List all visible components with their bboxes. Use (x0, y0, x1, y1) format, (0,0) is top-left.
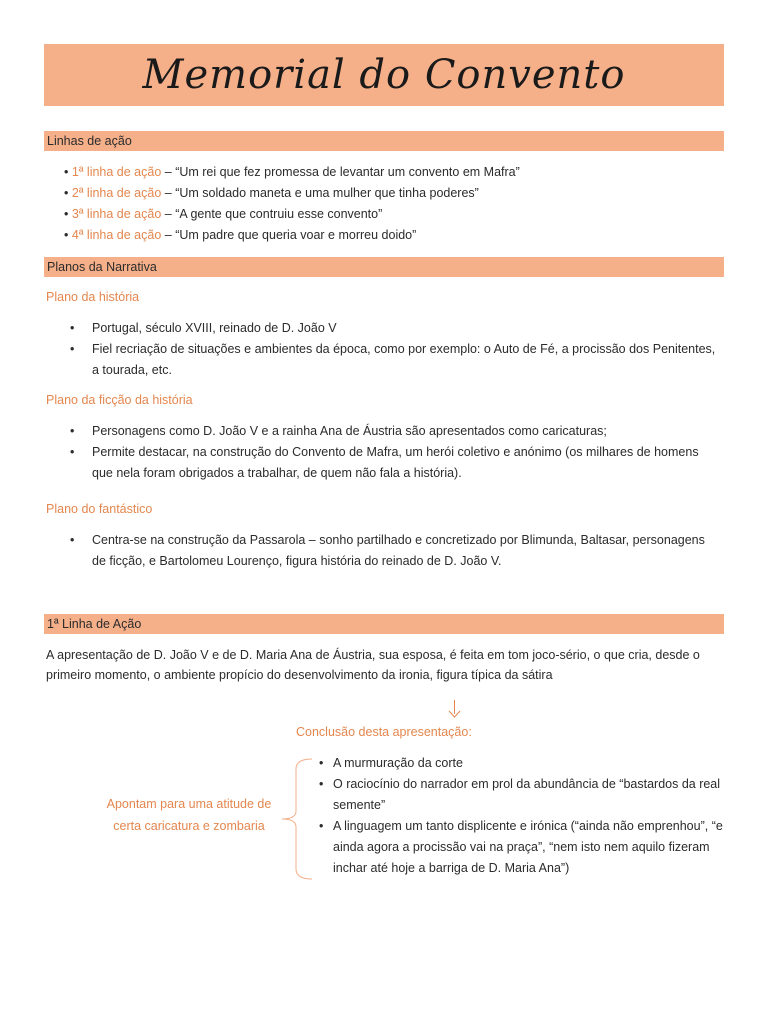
bullet: • (64, 207, 69, 221)
plano-ficcao-title: Plano da ficção da história (46, 393, 193, 407)
list-item: • O raciocínio do narrador em prol da abundância de “bastardos da real semente” (333, 774, 723, 816)
page-title: Memorial do Convento (142, 52, 626, 98)
list-item: • Portugal, século XVIII, reinado de D. João V (92, 318, 722, 339)
linha-label: 1ª linha de ação (71, 165, 162, 179)
plano-fantastico-list (70, 530, 722, 572)
list-item: • Personagens como D. João V e a rainha Ana de Áustria são apresentados como caricaturas; (92, 421, 722, 442)
list-item: • A murmuração da corte (333, 753, 723, 774)
bullet: • (70, 342, 75, 356)
conclusao-list (319, 753, 723, 879)
plano-historia-list (70, 318, 722, 381)
primeira-paragraph: A apresentação de D. João V e de D. Maria Ana de Áustria, sua esposa, é feita em tom joco-sério, o que cria, desde o primeiro momento, o ambiente propício do desenvolvimento da ironia, figura típica da sátira (46, 648, 700, 682)
linha-item (64, 225, 416, 245)
bullet: • (70, 445, 75, 459)
linha-label: 3ª linha de ação (71, 207, 162, 221)
linha-text: – “Um rei que fez promessa de levantar um convento em Mafra” (161, 165, 520, 179)
plano-historia-title: Plano da história (46, 290, 140, 304)
bullet: • (319, 819, 324, 833)
linha-label: 4ª linha de ação (71, 228, 162, 242)
conclusao-label: Conclusão desta apresentação: (296, 725, 472, 739)
linha-item (64, 162, 520, 182)
title-band (44, 44, 724, 106)
bullet: • (70, 424, 75, 438)
list-item: • Permite destacar, na construção do Convento de Mafra, um herói coletivo e anónimo (os milhares de homens que nela foram obrigados a trabalhar, de quem não fala a história). (92, 442, 722, 484)
linha-text: – “Um padre que queria voar e morreu doido” (161, 228, 417, 242)
plano-ficcao-list (70, 421, 722, 484)
bullet: • (64, 228, 69, 242)
bullet: • (64, 186, 69, 200)
linha-item (64, 183, 479, 203)
linha-label: 2ª linha de ação (71, 186, 162, 200)
bullet: • (319, 777, 324, 791)
brace-icon (280, 757, 314, 881)
list-item: • Fiel recriação de situações e ambientes da época, como por exemplo: o Auto de Fé, a procissão dos Penitentes, a tourada, etc. (92, 339, 722, 381)
apontam-label: Apontam para uma atitude de certa caricatura e zombaria (106, 797, 272, 833)
bullet: • (70, 321, 75, 335)
section-planos-da-narrativa: Planos da Narrativa (44, 257, 724, 277)
bullet: • (64, 165, 69, 179)
linha-item (64, 204, 382, 224)
section-linhas-de-acao: Linhas de ação (44, 131, 724, 151)
list-item: • A linguagem um tanto displicente e irónica (“ainda não emprenhou”, “e ainda agora a procissão vai na praça”, “nem isto nem aquilo fizeram inchar até hoje a barriga de D. Maria Ana”) (333, 816, 723, 879)
down-arrow-icon (448, 710, 461, 719)
bullet: • (70, 533, 75, 547)
list-item: • Centra-se na construção da Passarola – sonho partilhado e concretizado por Blimunda, Baltasar, personagens de ficção, e Bartolomeu Lourenço, figura história do reinado de D. João V. (92, 530, 722, 572)
bullet: • (319, 756, 324, 770)
plano-fantastico-title: Plano do fantástico (46, 502, 153, 516)
linha-text: – “A gente que contruiu esse convento” (161, 207, 383, 221)
linha-text: – “Um soldado maneta e uma mulher que tinha poderes” (161, 186, 479, 200)
section-primeira-linha: 1ª Linha de Ação (44, 614, 724, 634)
